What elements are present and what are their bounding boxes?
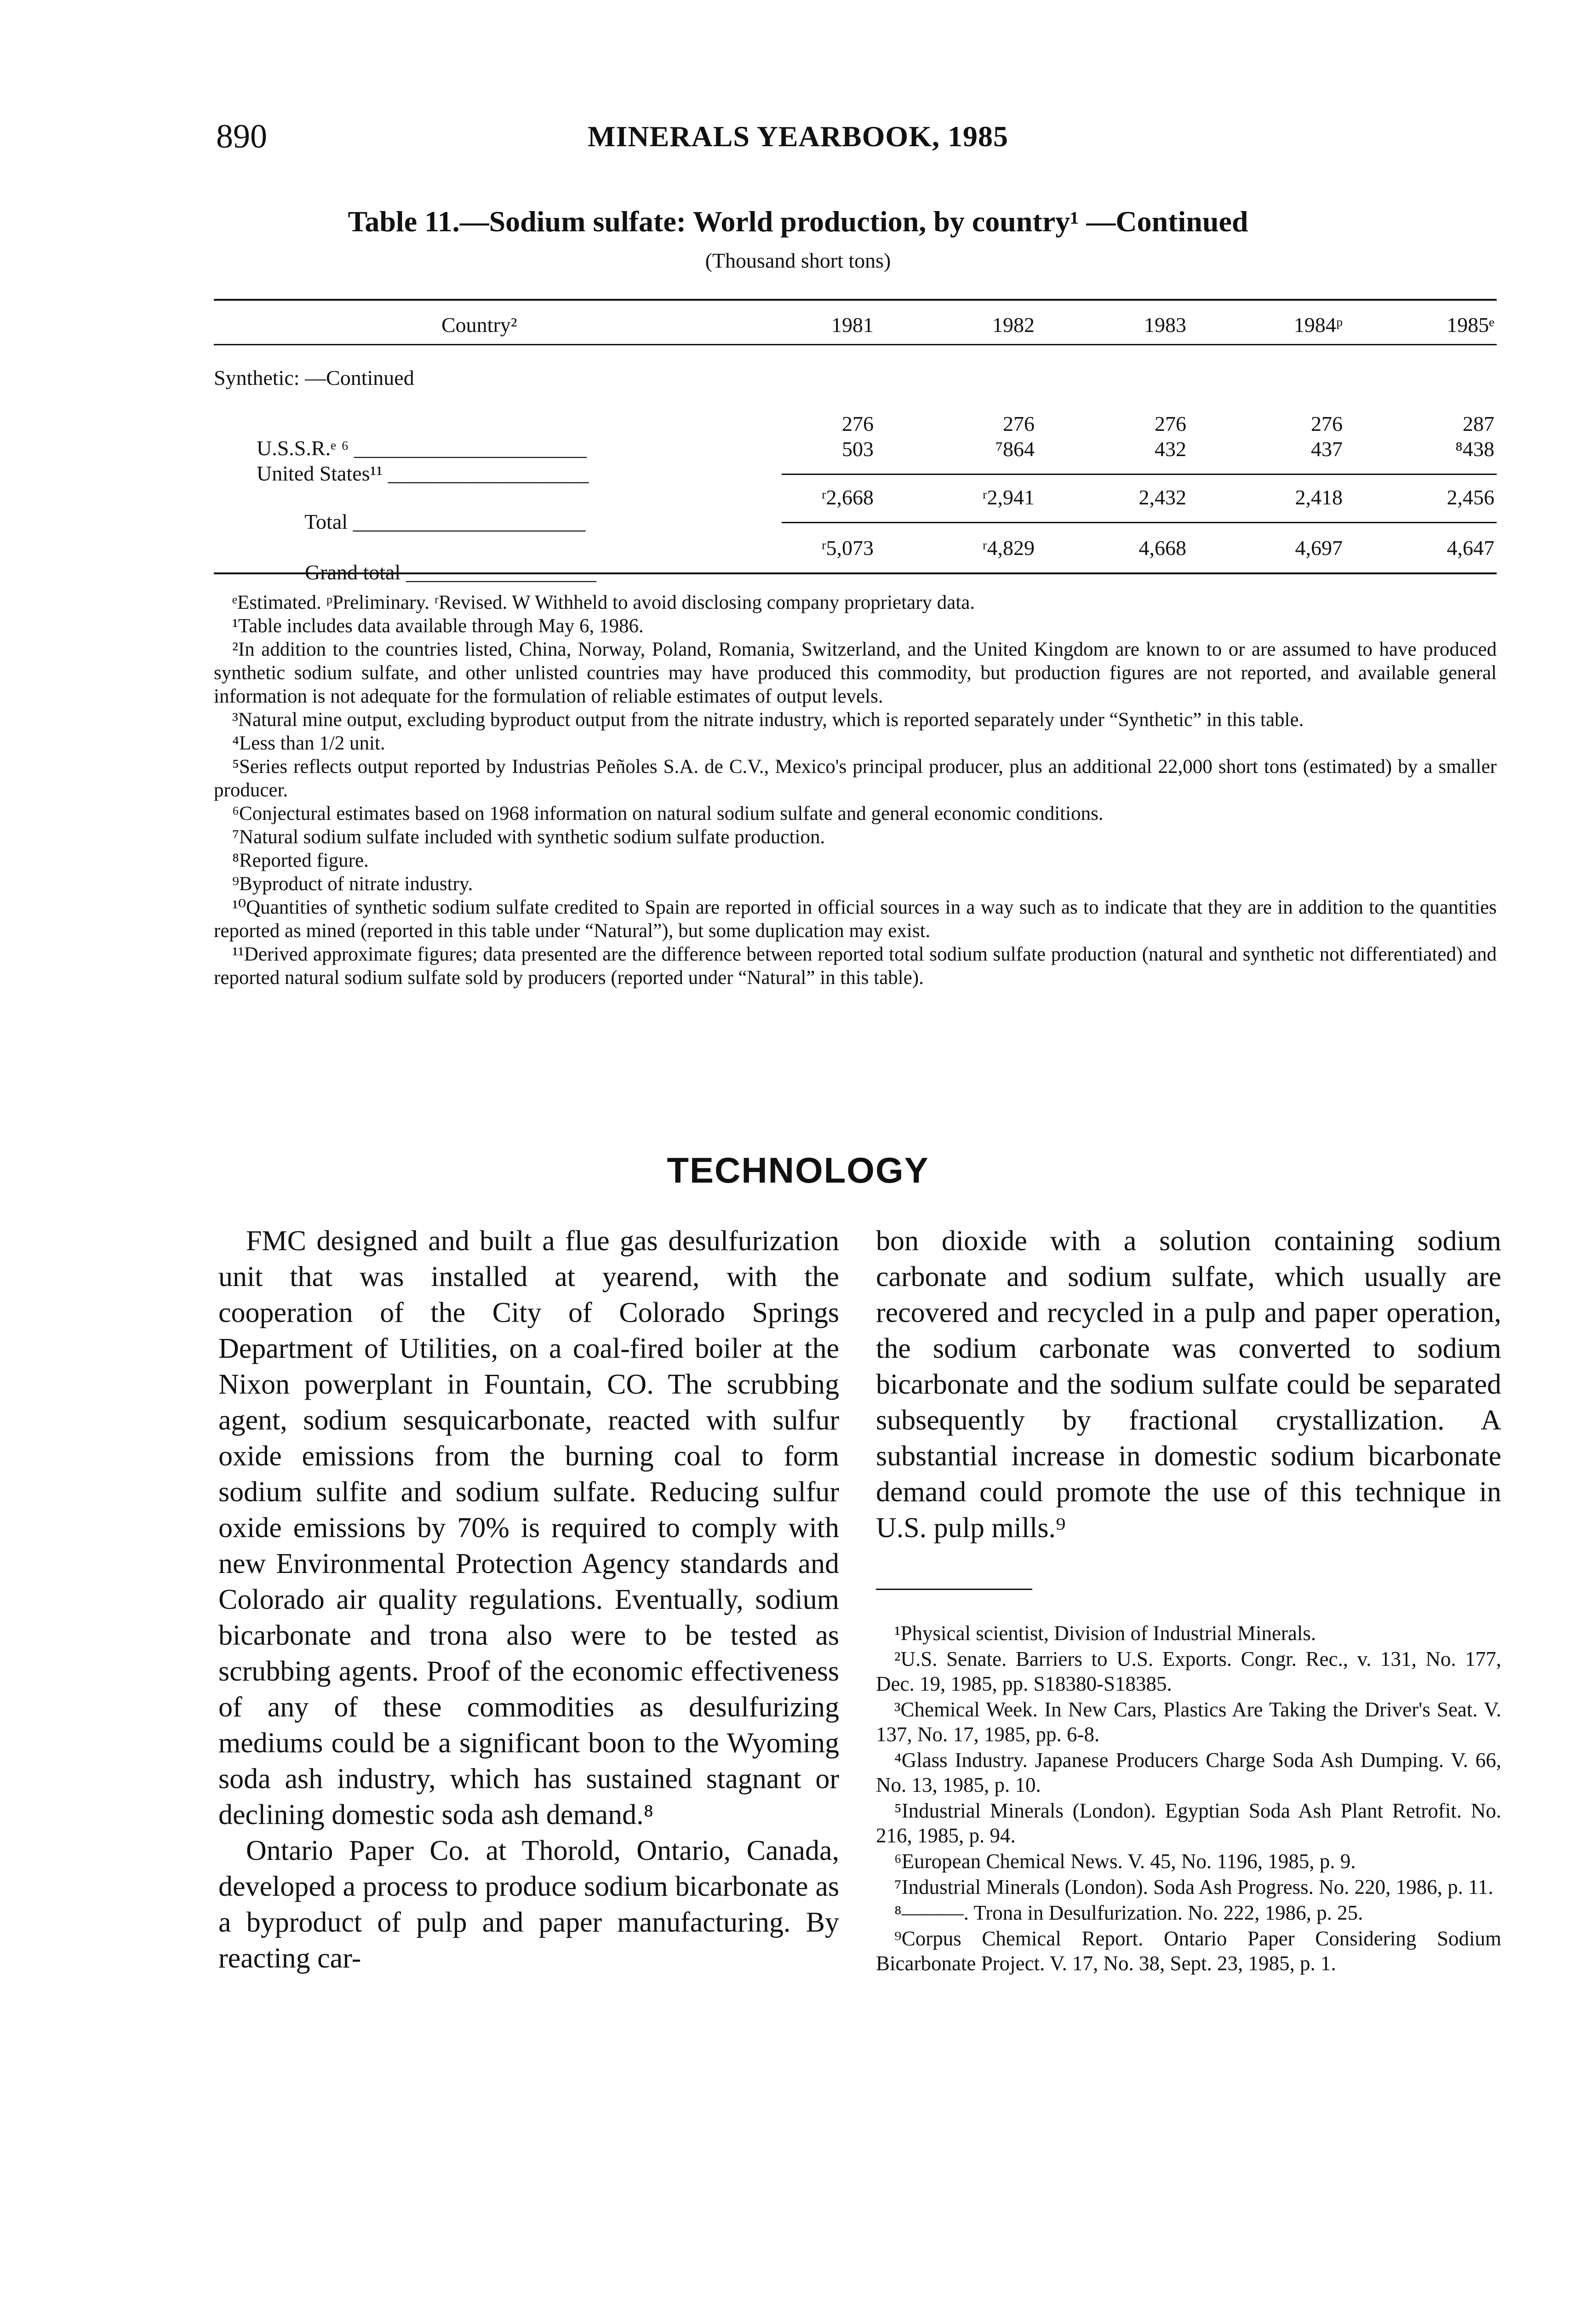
table-note: ¹⁰Quantities of synthetic sodium sulfate credited to Spain are reported in official sources in a way such as to indicate that they are in addition to the quantities reported as mined (reported in this table under “Natural”), but some duplication may exist. [214, 897, 1497, 942]
table-note: ⁸Reported figure. [232, 850, 369, 871]
body-paragraph: FMC designed and built a flue gas desulfurization unit that was installed at yearend, with the cooperation of the City of Colorado Springs Department of Utilities, on a coal-fired boiler at the Nixon powerplant in Fountain, CO. The scrubbing agent, sodium sesquicarbonate, reacted with sulfur oxide emissions from the burning coal to form sodium sulfite and sodium sulfate. Reducing sulfur oxide emissions by 70% is required to comply with new Environmental Protection Agency standards and Colorado air quality regulations. Eventually, sodium bicarbonate and trona also were to be tested as scrubbing agents. Proof of the economic effectiveness of any of these commodities as desulfurizing mediums could be a significant boon to the Wyoming soda ash industry, which has sustained stagnant or declining domestic soda ash demand.⁸ [218, 1225, 839, 1830]
section-heading: TECHNOLOGY [667, 1150, 929, 1190]
cell-grand-1984: 4,697 [1295, 536, 1343, 560]
cell-total-1982: ʳ2,941 [982, 486, 1035, 509]
footnote: ⁵Industrial Minerals (London). Egyptian Soda Ash Plant Retrofit. No. 216, 1985, p. 94. [876, 1799, 1501, 1847]
col-header-1982: 1982 [992, 313, 1035, 337]
table-units: (Thousand short tons) [705, 249, 891, 272]
row-label: Total [304, 510, 348, 533]
row-leader: ______________________ [349, 436, 587, 460]
body-left-column [218, 1223, 839, 1976]
table-note: ⁹Byproduct of nitrate industry. [232, 873, 473, 895]
cell-total-1984: 2,418 [1295, 486, 1343, 509]
body-right-column [876, 1223, 1501, 1546]
footnote: ⁶European Chemical News. V. 45, No. 1196, 1985, p. 9. [894, 1850, 1356, 1873]
table-note: ᵉEstimated. ᵖPreliminary. ʳRevised. W Withheld to avoid disclosing company proprietary data. [232, 592, 975, 613]
grand-total-rule [782, 522, 1497, 523]
table-notes [214, 591, 1497, 989]
table-row-grand-total [294, 536, 596, 584]
cell-grand-1985: 4,647 [1447, 536, 1494, 560]
cell-grand-1982: ʳ4,829 [982, 536, 1035, 560]
cell-us-1983: 432 [1155, 437, 1186, 461]
footnote: ²U.S. Senate. Barriers to U.S. Exports. Congr. Rec., v. 131, No. 177, Dec. 19, 1985, pp. S18380-S18385. [876, 1647, 1501, 1695]
section-label: Synthetic: —Continued [214, 366, 414, 389]
footnote: ⁸———. Trona in Desulfurization. No. 222, 1986, p. 25. [894, 1901, 1363, 1924]
col-header-1981: 1981 [831, 313, 874, 337]
table-row [246, 437, 589, 486]
footnote: ³Chemical Week. In New Cars, Plastics Are Taking the Driver's Seat. V. 137, No. 17, 1985, pp. 6-8. [876, 1698, 1501, 1746]
cell-ussr-1984: 276 [1311, 412, 1343, 435]
footnote: ¹Physical scientist, Division of Industrial Minerals. [894, 1622, 1316, 1645]
table-note: ⁵Series reflects output reported by Industrias Peñoles S.A. de C.V., Mexico's principal producer, plus an additional 22,000 short tons (estimated) by a smaller producer. [214, 756, 1497, 801]
cell-us-1981: 503 [842, 437, 874, 461]
cell-grand-1981: ʳ5,073 [821, 536, 874, 560]
cell-total-1983: 2,432 [1138, 486, 1186, 509]
footnote: ⁴Glass Industry. Japanese Producers Charge Soda Ash Dumping. V. 66, No. 13, 1985, p. 10. [876, 1749, 1501, 1796]
table-note: ³Natural mine output, excluding byproduct output from the nitrate industry, which is reported separately under “Synthetic” in this table. [232, 709, 1304, 731]
row-country: U.S.S.R.ᵉ ⁶ [257, 436, 349, 460]
table-row-total [294, 485, 586, 534]
cell-total-1985: 2,456 [1447, 486, 1494, 509]
row-leader: __________________ [400, 560, 596, 584]
cell-ussr-1982: 276 [1003, 412, 1035, 435]
col-header-country: Country² [441, 313, 517, 337]
cell-us-1982: ⁷864 [995, 437, 1035, 461]
footnote-rule [876, 1589, 1032, 1590]
row-leader: ___________________ [383, 462, 589, 485]
cell-ussr-1981: 276 [842, 412, 874, 435]
body-paragraph: Ontario Paper Co. at Thorold, Ontario, Canada, developed a process to produce sodium bicarbonate as a byproduct of pulp and paper manufacturing. By reacting car- [218, 1835, 839, 1974]
table-note: ⁴Less than 1/2 unit. [232, 732, 385, 754]
cell-total-1981: ʳ2,668 [821, 486, 874, 509]
cell-ussr-1983: 276 [1155, 412, 1186, 435]
table-top-rule [214, 299, 1497, 301]
row-country: United States¹¹ [257, 462, 383, 485]
cell-grand-1983: 4,668 [1138, 536, 1186, 560]
cell-us-1984: 437 [1311, 437, 1343, 461]
col-header-1983: 1983 [1144, 313, 1186, 337]
table-note: ¹¹Derived approximate figures; data presented are the difference between reported total sodium sulfate production (natural and synthetic not differentiated) and reported natural sodium sulfate sold by producers (reported under “Natural” in this table). [214, 944, 1497, 989]
table-note: ¹Table includes data available through May 6, 1986. [232, 615, 644, 637]
footnotes [876, 1621, 1501, 1977]
table-header-rule [214, 344, 1497, 345]
row-label: Grand total [305, 560, 401, 584]
subtotal-rule [782, 474, 1497, 475]
col-header-1985: 1985ᵉ [1447, 313, 1494, 337]
table-note: ⁶Conjectural estimates based on 1968 information on natural sodium sulfate and general economic conditions. [232, 803, 1104, 824]
footnote: ⁹Corpus Chemical Report. Ontario Paper Considering Sodium Bicarbonate Project. V. 17, No. 38, Sept. 23, 1985, p. 1. [876, 1927, 1501, 1975]
col-header-1984: 1984ᵖ [1293, 313, 1343, 337]
table-note: ²In addition to the countries listed, China, Norway, Poland, Romania, Switzerland, and the United Kingdom are known to or are assumed to have produced synthetic sodium sulfate, and other unlisted countries may have produced this commodity, but production figures are not reported, and available general information is not adequate for the formulation of reliable estimates of output levels. [214, 639, 1497, 707]
footnote: ⁷Industrial Minerals (London). Soda Ash Progress. No. 220, 1986, p. 11. [894, 1876, 1493, 1899]
table-title: Table 11.—Sodium sulfate: World production, by country¹ —Continued [348, 205, 1248, 238]
row-leader: ______________________ [348, 510, 586, 533]
page-number: 890 [216, 118, 267, 155]
table-note: ⁷Natural sodium sulfate included with synthetic sodium sulfate production. [232, 826, 825, 848]
running-head: MINERALS YEARBOOK, 1985 [588, 120, 1008, 153]
body-paragraph: bon dioxide with a solution containing sodium carbonate and sodium sulfate, which usually are recovered and recycled in a pulp and paper operation, the sodium carbonate was converted to sodium bicarbonate and the sodium sulfate could be separated subsequently by fractional crystallization. A substantial increase in domestic sodium bicarbonate demand could promote the use of this technique in U.S. pulp mills.⁹ [876, 1225, 1501, 1544]
cell-us-1985: ⁸438 [1455, 437, 1494, 461]
cell-ussr-1985: 287 [1463, 412, 1494, 435]
